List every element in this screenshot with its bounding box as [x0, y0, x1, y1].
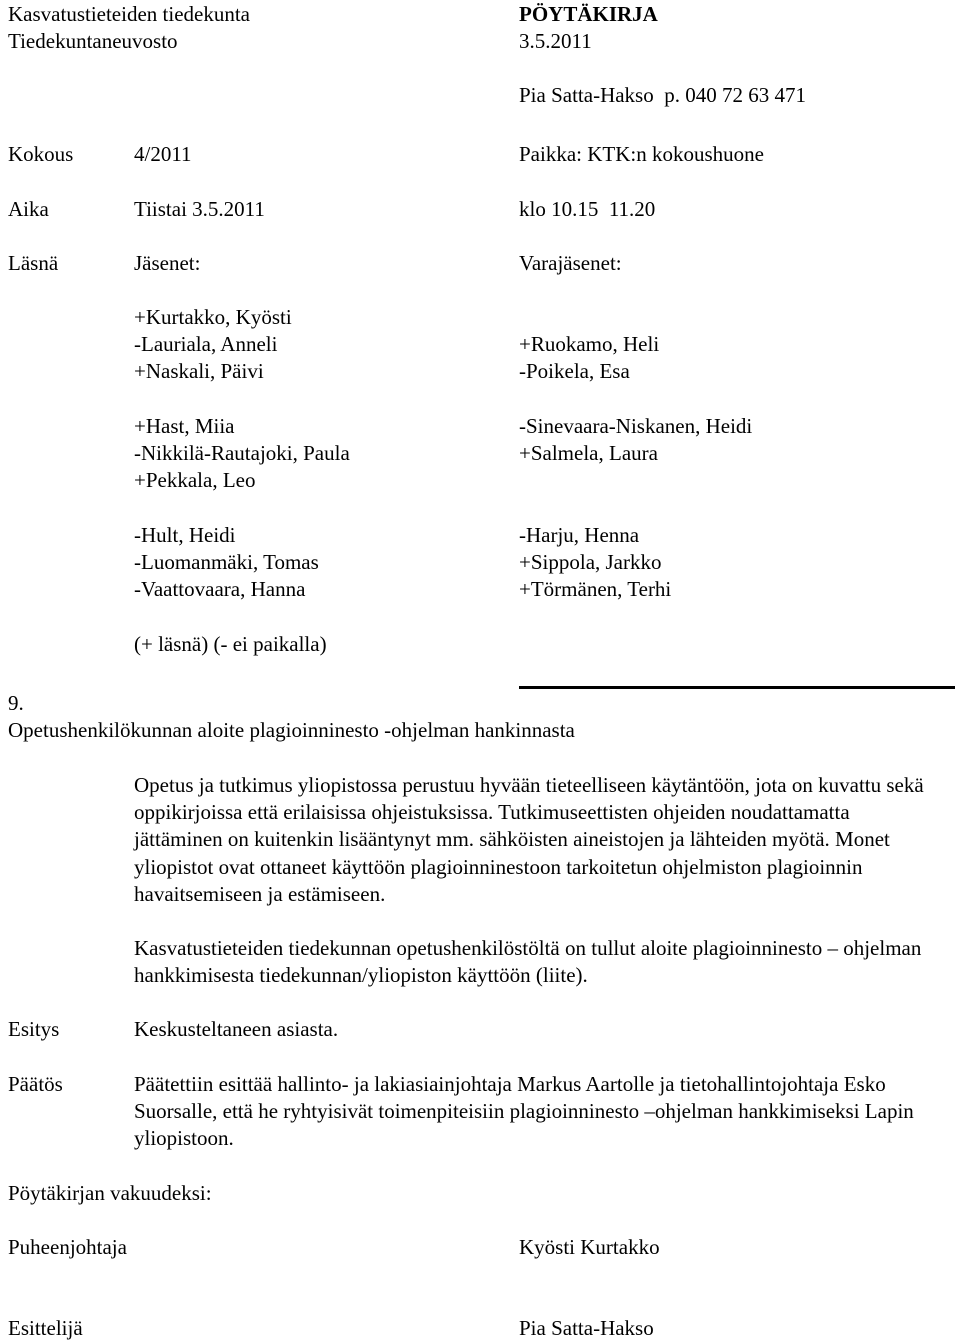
- deputy-item: +Salmela, Laura: [519, 441, 658, 465]
- attendance-label: Läsnä: [8, 251, 59, 275]
- section-divider: [519, 686, 955, 689]
- council-name: Tiedekuntaneuvosto: [8, 29, 178, 53]
- chair-label: Puheenjohtaja: [8, 1235, 127, 1259]
- member-item: -Luomanmäki, Tomas: [134, 550, 319, 574]
- faculty-name: Kasvatustieteiden tiedekunta: [8, 2, 251, 26]
- paatos-label: Päätös: [8, 1072, 63, 1096]
- meeting-place: Paikka: KTK:n kokoushuone: [519, 142, 764, 166]
- deputy-item: +Törmänen, Terhi: [519, 577, 672, 601]
- document-type: PÖYTÄKIRJA: [519, 2, 658, 26]
- member-item: +Kurtakko, Kyösti: [134, 305, 292, 329]
- deputy-item: -Sinevaara-Niskanen, Heidi: [519, 414, 753, 438]
- esitys-label: Esitys: [8, 1017, 60, 1041]
- presenter-label: Esittelijä: [8, 1316, 83, 1340]
- kokous-label: Kokous: [8, 142, 74, 166]
- item-paragraph-1: Opetus ja tutkimus yliopistossa perustuu hyvään tieteelliseen käytäntöön, jota on kuvattu sekä oppikirjoissa että erilaisissa ohjeistuksissa. Tutkimuseettisten ohjeiden noudattamatta jättäminen on kuitenkin lisääntynyt mm. sähköisten aineistojen ja lähteiden myötä. Monet yliopistot ovat ottaneet käyttöön plagioinninestoon tarkoitetun ohjelmiston plagioinnin havaitsemiseen ja estämiseen.: [134, 773, 924, 906]
- deputy-item: -Harju, Henna: [519, 523, 640, 547]
- paatos-text: Päätettiin esittää hallinto- ja lakiasiainjohtaja Markus Aartolle ja tietohallintojohtaja Esko Suorsalle, että he ryhtyisivät toimenpiteisiin plagioinninesto –ohjelman hankkimiseksi Lapin yliopistoon.: [134, 1072, 914, 1151]
- member-item: -Vaattovaara, Hanna: [134, 577, 306, 601]
- member-item: -Lauriala, Anneli: [134, 332, 278, 356]
- signatures-heading: Pöytäkirjan vakuudeksi:: [8, 1181, 212, 1205]
- aika-value: Tiistai 3.5.2011: [134, 197, 265, 221]
- contact-info: Pia Satta-Hakso p. 040 72 63 471: [519, 83, 806, 107]
- esitys-text: Keskusteltaneen asiasta.: [134, 1017, 339, 1041]
- deputy-item: +Ruokamo, Heli: [519, 332, 660, 356]
- member-item: -Hult, Heidi: [134, 523, 236, 547]
- document-date: 3.5.2011: [519, 29, 592, 53]
- member-item: +Naskali, Päivi: [134, 359, 264, 383]
- chair-name: Kyösti Kurtakko: [519, 1235, 660, 1259]
- item-paragraph-2: Kasvatustieteiden tiedekunnan opetushenkilöstöltä on tullut aloite plagioinninesto – ohjelman hankkimisesta tiedekunnan/yliopiston käyttöön (liite).: [134, 936, 922, 988]
- member-item: +Hast, Miia: [134, 414, 235, 438]
- item-title: Opetushenkilökunnan aloite plagioinninesto -ohjelman hankinnasta: [8, 718, 575, 742]
- member-item: -Nikkilä-Rautajoki, Paula: [134, 441, 350, 465]
- deputies-heading: Varajäsenet:: [519, 251, 622, 275]
- item-number: 9.: [8, 691, 24, 715]
- kokous-value: 4/2011: [134, 142, 192, 166]
- member-item: +Pekkala, Leo: [134, 468, 256, 492]
- deputy-item: +Sippola, Jarkko: [519, 550, 662, 574]
- members-heading: Jäsenet:: [134, 251, 201, 275]
- deputy-item: -Poikela, Esa: [519, 359, 630, 383]
- presenter-name: Pia Satta-Hakso: [519, 1316, 654, 1340]
- aika-label: Aika: [8, 197, 49, 221]
- meeting-time: klo 10.15 11.20: [519, 197, 656, 221]
- attendance-legend: (+ läsnä) (- ei paikalla): [134, 632, 327, 656]
